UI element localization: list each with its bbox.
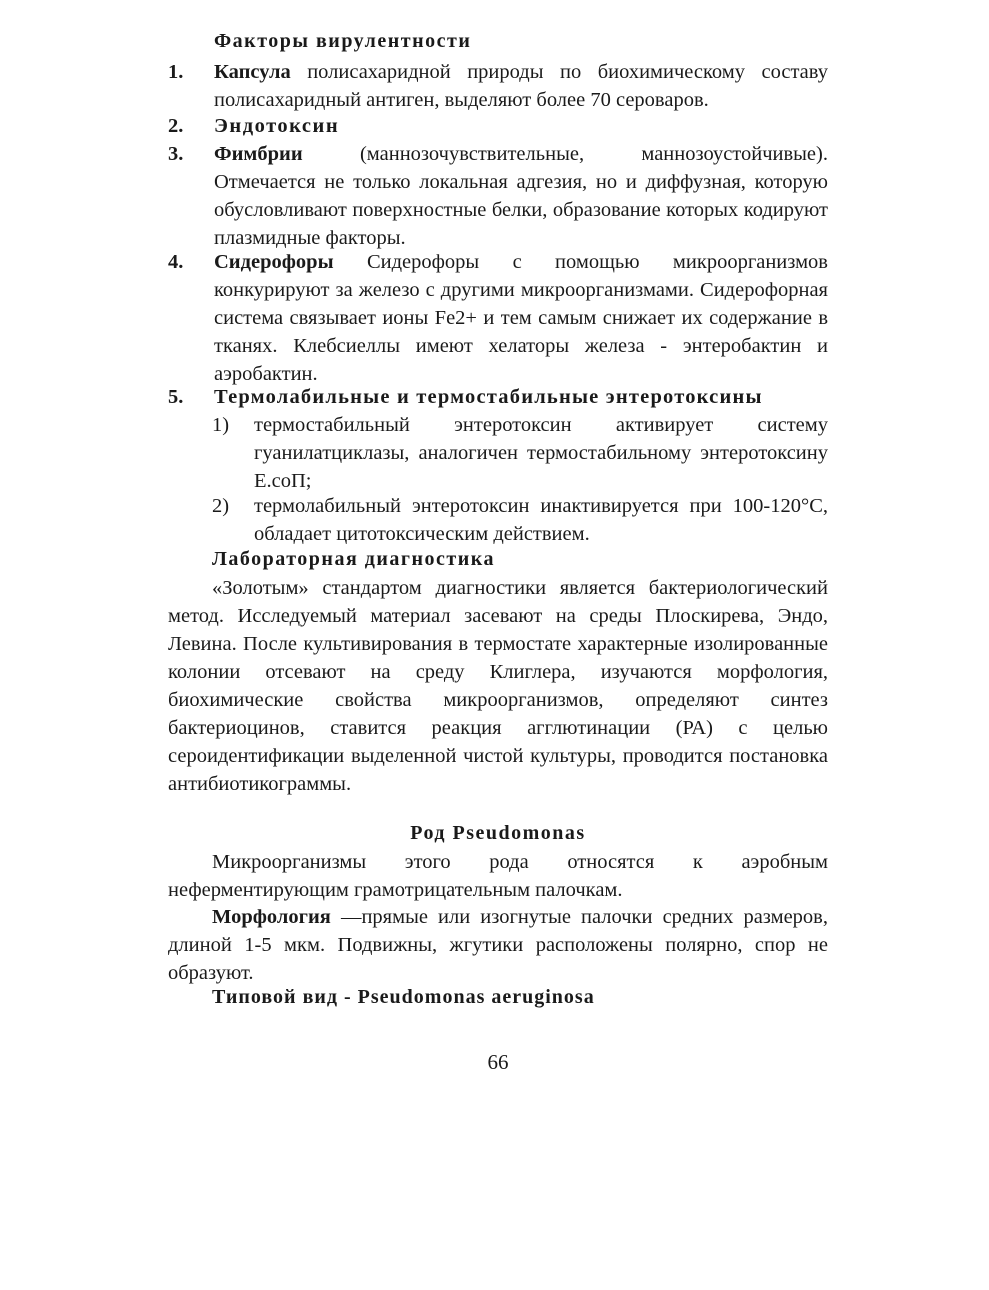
sub-list-item xyxy=(212,411,828,495)
list-item xyxy=(168,248,828,388)
virulence-heading: Факторы вирулентности xyxy=(214,30,472,52)
lab-heading: Лабораторная диагностика xyxy=(212,548,495,570)
lab-paragraph: «Золотым» стандартом диагностики является бактериологический метод. Исследуемый материал засевают на среды Плоскирева, Эндо, Левина. После культивирования в термостате характерные изолированные колонии отсевают на среду Клиглера, изучаются морфология, биохимические свойства микроорганизмов, определяют синтез бактериоцинов, ставится реакция агглютинации (РА) с целью сероидентификации выделенной чистой культуры, проводится постановка антибиотикограммы. xyxy=(168,577,828,795)
list-item xyxy=(168,112,828,140)
item-lead: Сидерофоры xyxy=(214,251,334,273)
item-number: 3. xyxy=(168,143,184,165)
sub-item-text: термолабильный энтеротоксин инактивируется при 100-120°С, обладает цитотоксическим действием. xyxy=(254,495,828,545)
pseudomonas-intro: Микроорганизмы этого рода относятся к аэробным неферментирующим грамотрицательным палочкам. xyxy=(168,851,828,901)
item-number: 5. xyxy=(168,386,184,408)
item-lead: Термолабильные и термостабильные энтеротоксины xyxy=(214,386,763,408)
sub-item-number: 2) xyxy=(212,495,230,517)
item-text: Сидерофоры с помощью микроорганизмов конкурируют за железо с другими микроорганизмами. Сидерофорная система связывает ионы Fe2+ и тем самым снижает их содержание в тканях. Клебсиеллы имеют хелаторы железа - энтеробактин и аэробактин. xyxy=(214,251,828,385)
item-text: полисахаридной природы по биохимическому составу полисахаридный антиген, выделяют более 70 сероваров. xyxy=(214,61,828,111)
item-text: (маннозочувствительные, маннозоустойчивые). Отмечается не только локальная адгезия, но и диффузная, которую обусловливают поверхностные белки, образование которых кодируют плазмидные факторы. xyxy=(214,143,828,249)
item-number: 2. xyxy=(168,115,184,137)
type-species: Типовой вид - Pseudomonas aeruginosa xyxy=(212,986,595,1008)
morphology-lead: Морфология xyxy=(212,906,331,928)
item-lead: Капсула xyxy=(214,61,291,83)
item-lead: Фимбрии xyxy=(214,143,303,165)
sub-list-item xyxy=(212,492,828,548)
item-lead: Эндотоксин xyxy=(214,115,340,137)
morphology-text: —прямые или изогнутые палочки средних размеров, длиной 1-5 мкм. Подвижны, жгутики расположены полярно, спор не образуют. xyxy=(168,906,828,984)
pseudomonas-heading: Род Pseudomonas xyxy=(410,822,586,844)
sub-item-text: термостабильный энтеротоксин активирует систему гуанилатциклазы, аналогичен термостабильному энтеротоксину E.coП; xyxy=(254,414,828,492)
list-item xyxy=(168,140,828,252)
item-number: 4. xyxy=(168,251,184,273)
sub-item-number: 1) xyxy=(212,414,230,436)
morphology-paragraph xyxy=(168,903,828,987)
page-number: 66 xyxy=(487,1050,509,1074)
list-item xyxy=(168,383,828,411)
item-number: 1. xyxy=(168,61,184,83)
list-item xyxy=(168,58,828,114)
